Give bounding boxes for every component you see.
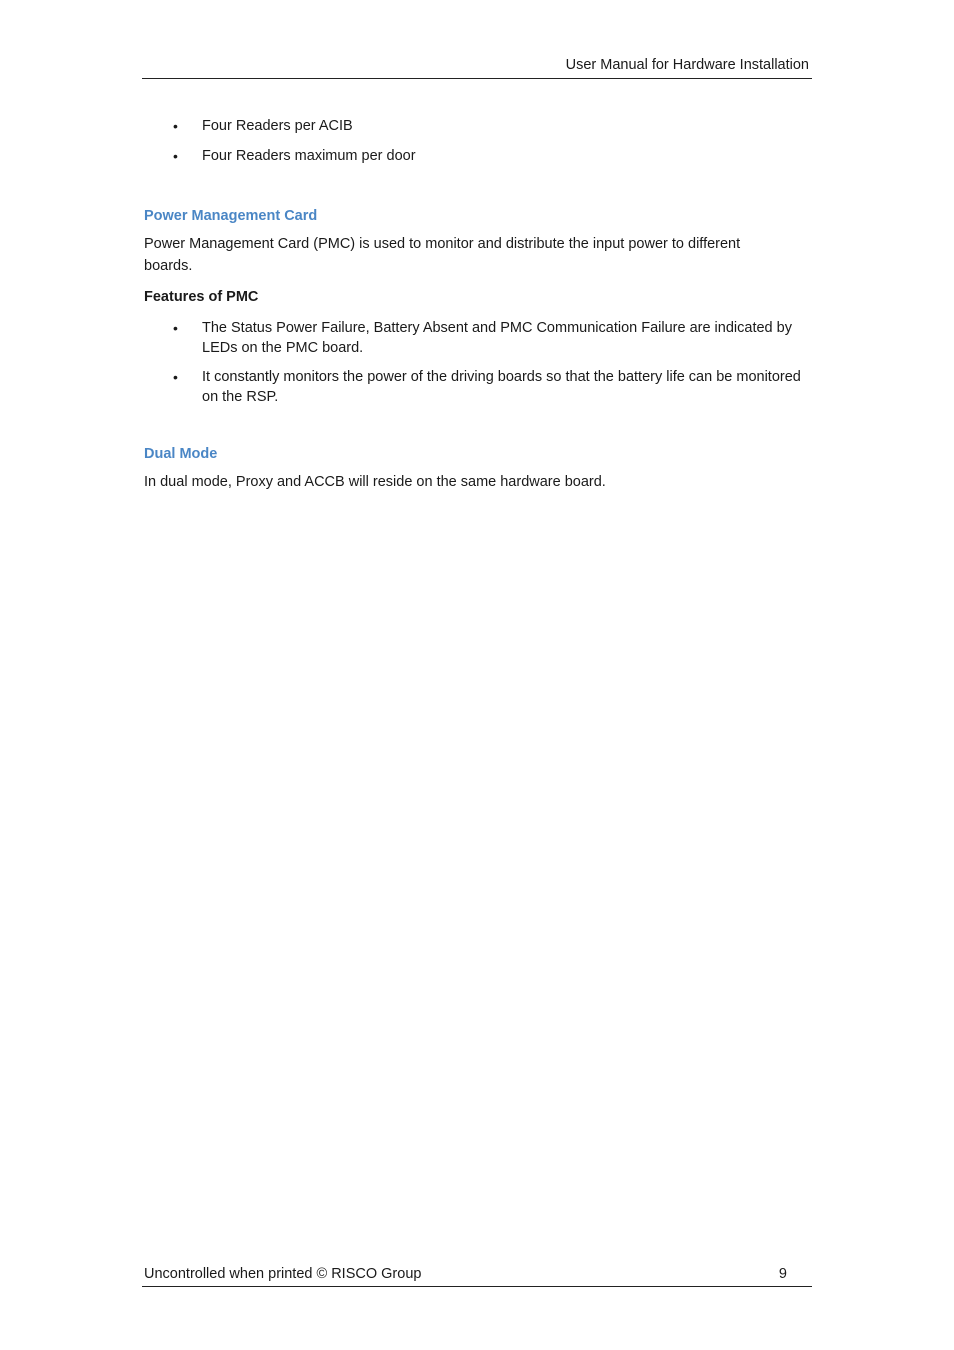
list-item: • Four Readers maximum per door: [144, 146, 812, 166]
list-item: • It constantly monitors the power of the driving boards so that the battery life can be monitored on the RSP.: [144, 367, 812, 407]
footer-copyright: Uncontrolled when printed © RISCO Group: [144, 1266, 422, 1282]
section-heading-dual-mode: Dual Mode: [144, 446, 218, 462]
list-item: • The Status Power Failure, Battery Absent and PMC Communication Failure are indicated by LEDs on the PMC board.: [144, 318, 812, 358]
section-heading-pmc: Power Management Card: [144, 208, 318, 224]
pmc-description: Power Management Card (PMC) is used to monitor and distribute the input power to different boards.: [144, 236, 741, 274]
pmc-features-list: [144, 318, 812, 416]
dual-mode-description: In dual mode, Proxy and ACCB will reside on the same hardware board.: [144, 474, 606, 490]
page-header: [142, 56, 812, 79]
readers-list: [144, 116, 812, 176]
page-number: 9: [778, 1266, 787, 1282]
page-footer: [142, 1265, 812, 1287]
features-heading: Features of PMC: [144, 289, 259, 305]
header-title: User Manual for Hardware Installation: [565, 57, 809, 73]
list-item: • Four Readers per ACIB: [144, 116, 812, 136]
